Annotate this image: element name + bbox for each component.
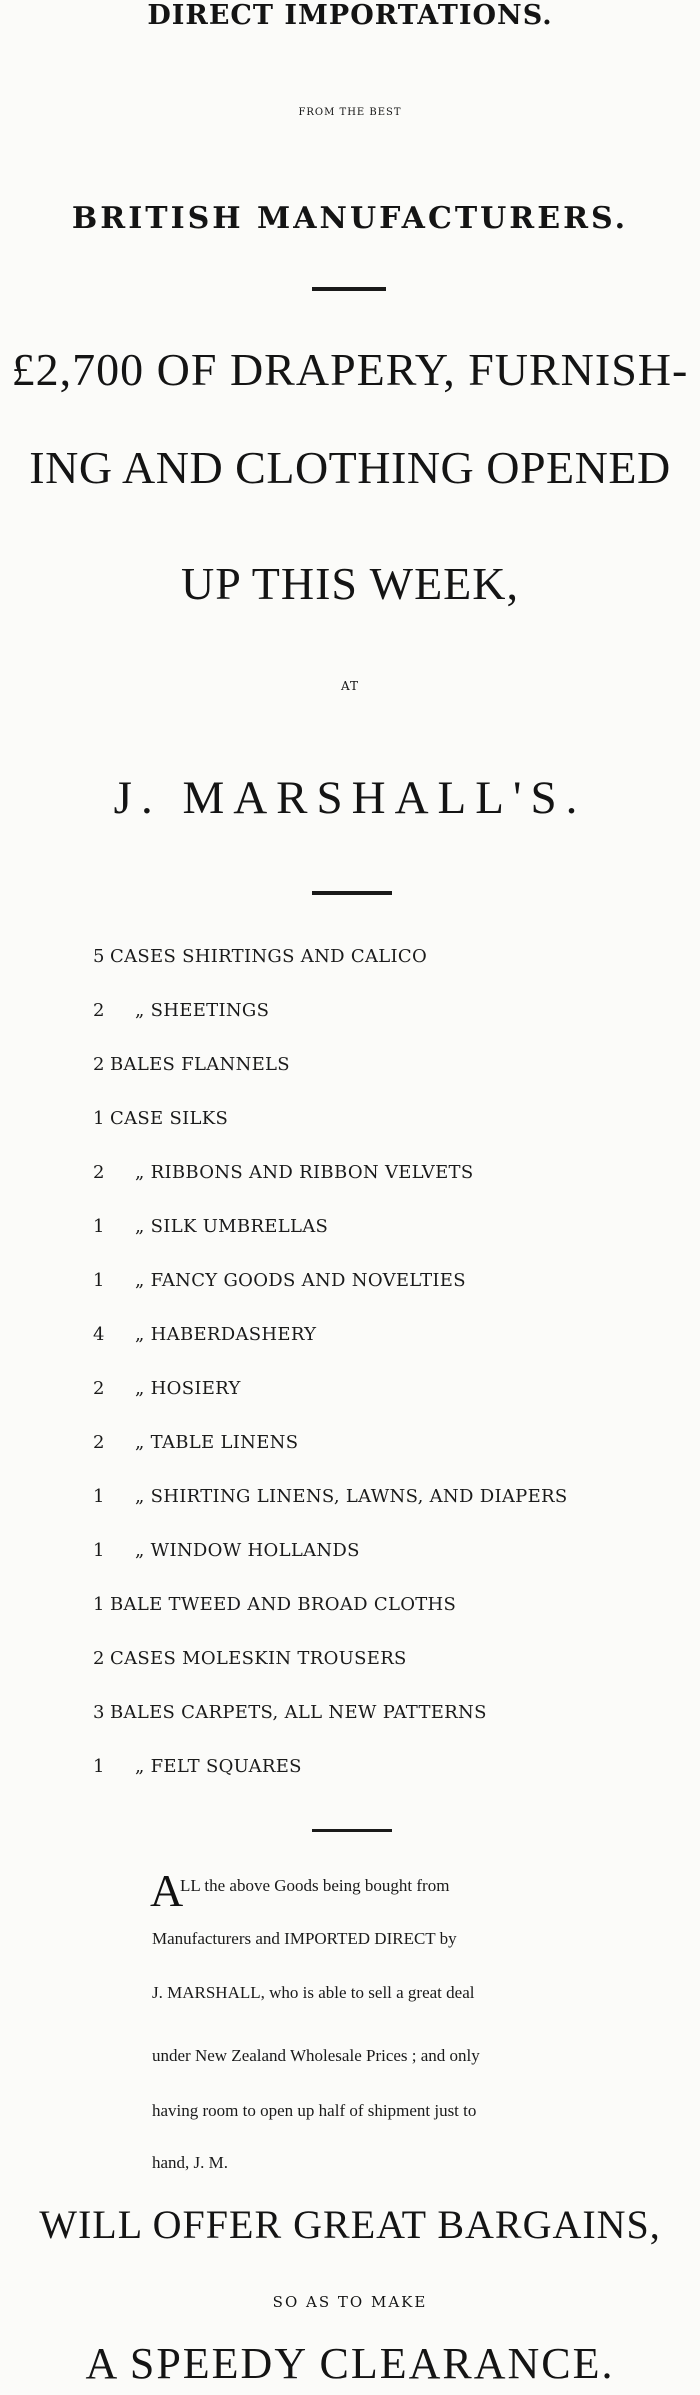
- headline-line-2: ING AND CLOTHING OPENED: [29, 442, 671, 493]
- divider-rule: [312, 891, 392, 895]
- notice-line: LL the above Goods being bought from: [180, 1876, 450, 1895]
- item-description: „ SHIRTING LINENS, LAWNS, AND DIAPERS: [135, 1486, 568, 1507]
- item-description: „ TABLE LINENS: [135, 1432, 299, 1453]
- item-description: CASE SILKS: [110, 1108, 229, 1129]
- item-description: BALES FLANNELS: [110, 1054, 290, 1075]
- item-description: „ FELT SQUARES: [135, 1756, 302, 1777]
- item-description: „ FANCY GOODS AND NOVELTIES: [135, 1270, 466, 1291]
- notice-line: hand, J. M.: [152, 2153, 229, 2172]
- notice-line: Manufacturers and IMPORTED DIRECT by: [152, 1929, 457, 1948]
- ad-title: DIRECT IMPORTATIONS.: [147, 0, 553, 31]
- closing-line-3: A SPEEDY CLEARANCE.: [85, 2339, 615, 2388]
- notice-line: J. MARSHALL, who is able to sell a great deal: [152, 1983, 475, 2002]
- subtitle: BRITISH MANUFACTURERS.: [71, 201, 629, 236]
- item-description: „ HABERDASHERY: [135, 1324, 317, 1345]
- item-quantity: 1: [93, 1486, 105, 1507]
- item-quantity: 1: [93, 1594, 105, 1615]
- divider-rule: [312, 1829, 392, 1832]
- item-description: CASES MOLESKIN TROUSERS: [110, 1648, 407, 1669]
- item-quantity: 4: [93, 1324, 105, 1345]
- headline-line-3: UP THIS WEEK,: [181, 558, 519, 609]
- item-description: „ SILK UMBRELLAS: [135, 1216, 329, 1237]
- item-quantity: 1: [93, 1108, 105, 1129]
- item-quantity: 5: [93, 946, 105, 967]
- item-quantity: 3: [93, 1702, 105, 1723]
- item-description: BALES CARPETS, ALL NEW PATTERNS: [110, 1702, 487, 1723]
- item-description: „ HOSIERY: [135, 1378, 241, 1399]
- item-description: BALE TWEED AND BROAD CLOTHS: [110, 1594, 457, 1615]
- drop-cap: A: [150, 1865, 184, 1916]
- item-quantity: 2: [93, 1432, 105, 1453]
- item-quantity: 1: [93, 1216, 105, 1237]
- from-line: FROM THE BEST: [298, 107, 402, 118]
- item-quantity: 2: [93, 1162, 105, 1183]
- divider-rule: [312, 287, 386, 291]
- item-quantity: 1: [93, 1540, 105, 1561]
- merchant-name: J. MARSHALL'S.: [113, 772, 587, 824]
- item-quantity: 2: [93, 1000, 105, 1021]
- closing-line-2: SO AS TO MAKE: [272, 2293, 428, 2311]
- closing-line-1: WILL OFFER GREAT BARGAINS,: [39, 2202, 661, 2247]
- item-description: „ SHEETINGS: [135, 1000, 270, 1021]
- notice-line: under New Zealand Wholesale Prices ; and only: [152, 2046, 480, 2065]
- item-description: „ RIBBONS AND RIBBON VELVETS: [135, 1162, 474, 1183]
- item-description: „ WINDOW HOLLANDS: [135, 1540, 360, 1561]
- item-quantity: 2: [93, 1648, 105, 1669]
- item-description: CASES SHIRTINGS AND CALICO: [110, 946, 428, 967]
- item-quantity: 2: [93, 1054, 105, 1075]
- item-quantity: 2: [93, 1378, 105, 1399]
- headline-line-1: £2,700 OF DRAPERY, FURNISH-: [11, 344, 689, 395]
- at-label: AT: [340, 679, 359, 693]
- item-quantity: 1: [93, 1270, 105, 1291]
- notice-line: having room to open up half of shipment just to: [152, 2101, 477, 2120]
- item-quantity: 1: [93, 1756, 105, 1777]
